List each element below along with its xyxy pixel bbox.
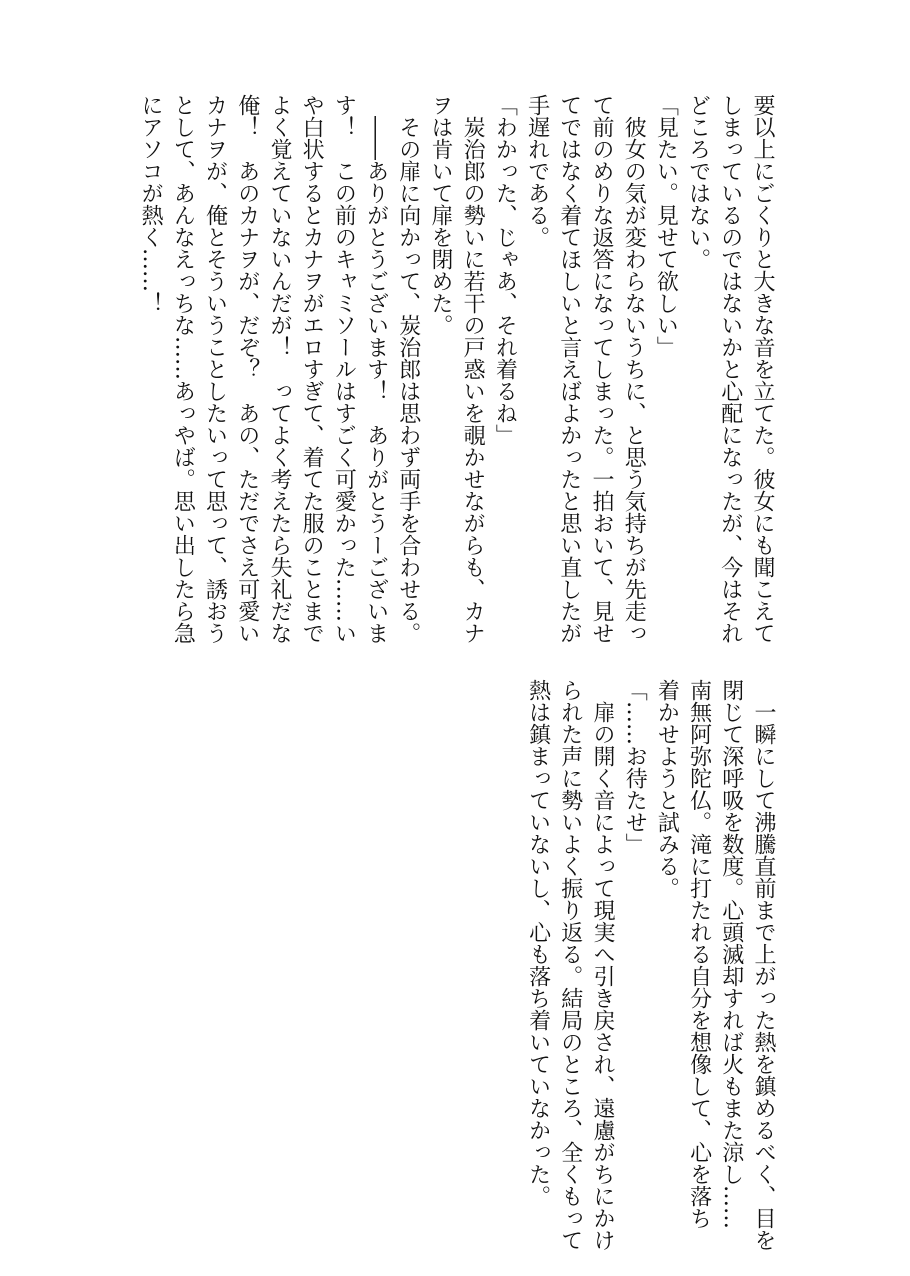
text-line: 手遅れである。: [524, 94, 550, 248]
text-block-upper: [134, 94, 778, 654]
text-line: てではなく着てほしいと言えばよかったと思い直したが: [556, 94, 582, 644]
text-line: その扉に向かって、炭治郎は思わず両手を合わせる。: [395, 94, 421, 644]
text-block-lower: [521, 679, 779, 1251]
text-line: しまっているのではないかと心配になったが、今はそれ: [717, 94, 743, 644]
text-line: 扉の開く音によって現実へ引き戻され、遠慮がちにかけ: [589, 679, 615, 1251]
text-line: す！ この前のキャミソールはすごく可愛かった……い: [331, 94, 357, 644]
text-line: て前のめりな返答になってしまった。一拍おいて、見せ: [588, 94, 614, 644]
text-line: 一瞬にして沸騰直前まで上がった熱を鎮めるべく、目を: [751, 679, 776, 1251]
text-line: 俺！ あのカナヲが、だぞ？ あの、ただでさえ可愛い: [234, 94, 260, 644]
text-line: ヲは肯いて扉を閉めた。: [427, 94, 453, 336]
text-line: 炭治郎の勢いに若干の戸惑いを覗かせながらも、カナ: [460, 94, 486, 644]
text-line: ――ありがとうございます！ ありがとうーございま: [363, 94, 389, 644]
text-line: 彼女の気が変わらないうちに、と思う気持ちが先走っ: [621, 94, 647, 644]
text-line: や白状するとカナヲがエロすぎて、着てた服のことまで: [299, 94, 325, 644]
text-line: として、あんなえっちな……あっやば。思い出したら急: [170, 94, 196, 644]
text-line: 熱は鎮まっていないし、心も落ち着いていなかった。: [525, 679, 551, 1207]
text-line: 「わかった、じゃあ、それ着るね」: [492, 94, 518, 446]
text-line: 閉じて深呼吸を数度。心頭滅却すれば火もまた涼し……: [718, 679, 744, 1229]
text-line: 要以上にごくりと大きな音を立てた。彼女にも聞こえて: [750, 94, 775, 644]
text-line: 南無阿弥陀仏。滝に打たれる自分を想像して、心を落ち: [686, 679, 712, 1229]
text-line: にアソコが熱く……！: [138, 94, 164, 314]
text-line: どころではない。: [685, 94, 711, 270]
text-line: カナヲが、俺とそういうことしたいって思って、誘おう: [202, 94, 228, 644]
text-line: よく覚えていないんだが！ ってよく考えたら失礼だな: [266, 94, 292, 644]
text-line: 「……お待たせ」: [622, 679, 648, 855]
text-line: 「見たい。見せて欲しい」: [653, 94, 679, 358]
text-line: 着かせようと試みる。: [654, 679, 680, 899]
text-line: られた声に勢いよく振り返る。結局のところ、全くもって: [557, 679, 583, 1251]
